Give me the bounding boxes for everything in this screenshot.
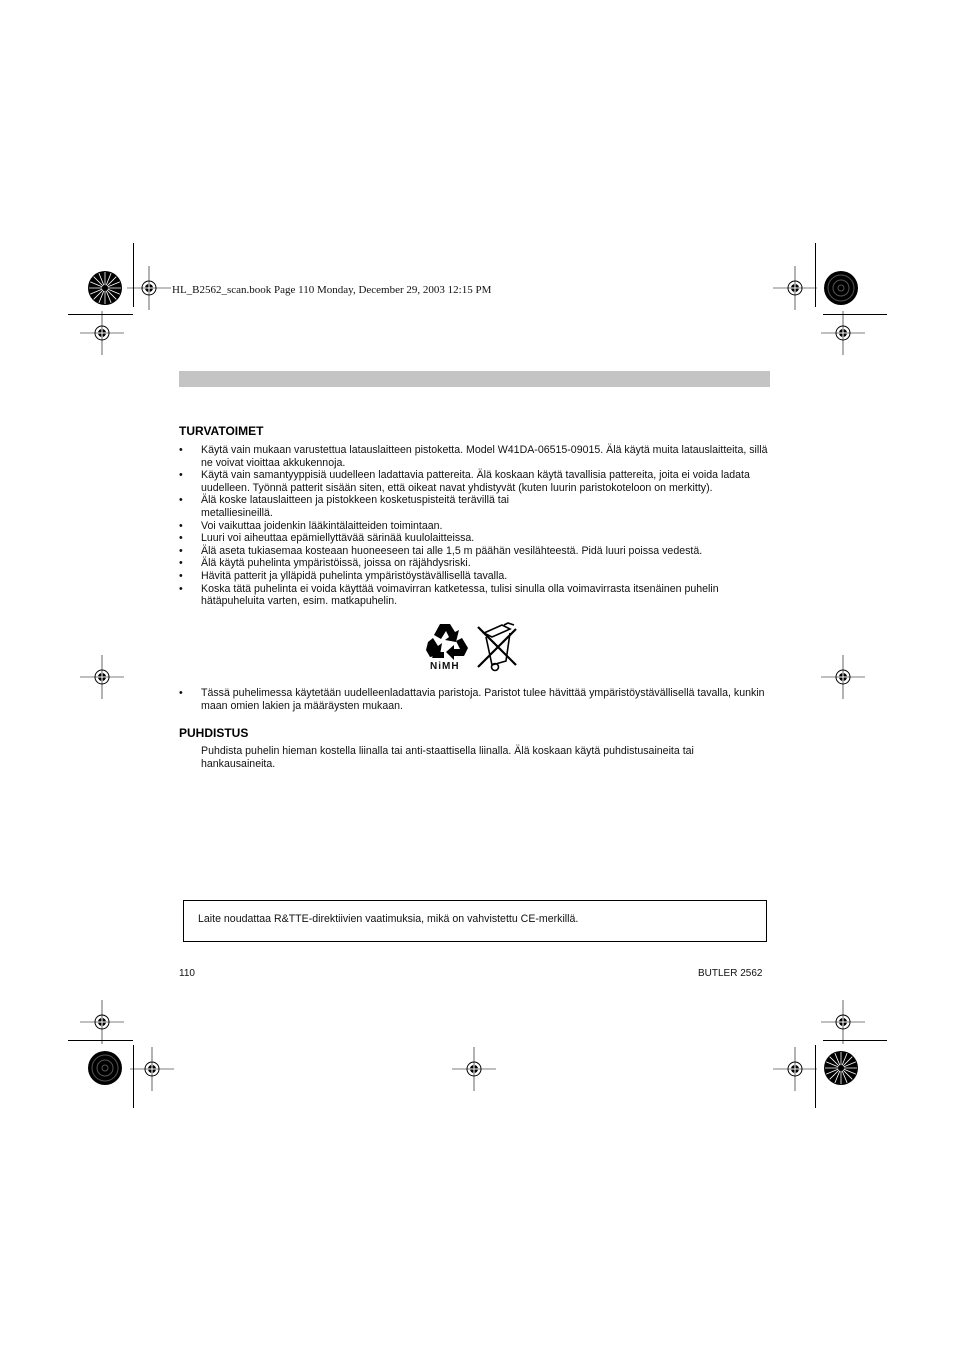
registration-mark-icon: [80, 1000, 124, 1044]
cleaning-text: Puhdista puhelin hieman kostella liinalla tai anti-staattisella liinalla. Älä koskaan käytä puhdistusaineita tai hankausaineita.: [201, 745, 694, 770]
recycle-icon: [424, 622, 470, 660]
list-item-text: Älä koske latauslaitteen ja pistokkeen kosketuspisteitä terävillä tai metalliesineillä.: [201, 494, 509, 519]
list-item-text: Hävitä patterit ja ylläpidä puhelinta ympäristöystävällisellä tavalla.: [201, 569, 508, 582]
starburst-target-icon: [88, 1051, 122, 1085]
list-item: [179, 687, 774, 712]
list-item-text: Käytä vain samantyyppisiä uudelleen ladattavia pattereita. Älä koskaan käytä tavallisia pattereita, joita ei voida ladata uudelleen. Työnnä patterit sisään siten, että oikeat navat yhdistyvät (kuten luurin paristokoteloon on merkitty).: [201, 469, 750, 494]
list-item: [179, 545, 774, 558]
starburst-target-icon: [824, 1051, 858, 1085]
registration-mark-icon: [452, 1047, 496, 1091]
list-item: [179, 583, 774, 608]
bullet-icon: •: [179, 494, 183, 507]
list-item: [179, 444, 774, 469]
battery-list: [179, 687, 774, 712]
bullet-icon: •: [179, 557, 183, 570]
compliance-notice-text: Laite noudattaa R&TTE-direktiivien vaatimuksia, mikä on vahvistettu CE-merkillä.: [198, 913, 579, 925]
bullet-icon: •: [179, 687, 183, 699]
product-name: BUTLER 2562: [698, 968, 763, 979]
registration-mark-icon: [821, 655, 865, 699]
list-item: [179, 532, 774, 545]
list-item-text: Älä käytä puhelinta ympäristöissä, joissa on räjähdysriski.: [201, 557, 471, 570]
safety-list: [179, 444, 774, 608]
registration-mark-icon: [127, 266, 171, 310]
registration-mark-icon: [80, 311, 124, 355]
list-item-text: Tässä puhelimessa käytetään uudelleenladattavia paristoja. Paristot tulee hävittää ympäristöystävällisellä tavalla, kunkin maan omien lakien ja määräysten mukaan.: [201, 687, 765, 712]
list-item-text: Voi vaikuttaa joidenkin lääkintälaitteiden toimintaan.: [201, 519, 443, 532]
list-item: [179, 469, 774, 494]
list-item: [179, 494, 774, 519]
page-number: 110: [179, 968, 195, 979]
print-header-note: HL_B2562_scan.book Page 110 Monday, December 29, 2003 12:15 PM: [172, 284, 492, 296]
crossed-bin-icon: [474, 621, 518, 673]
list-item-text: Luuri voi aiheuttaa epämiellyttävää särinää kuulolaitteissa.: [201, 532, 475, 545]
bullet-icon: •: [179, 544, 183, 557]
registration-mark-icon: [773, 266, 817, 310]
compliance-notice-box: [183, 900, 767, 942]
bullet-icon: •: [179, 582, 183, 595]
list-item: [179, 520, 774, 533]
list-item: [179, 557, 774, 570]
section-header-bar: [179, 371, 770, 387]
list-item-text: Käytä vain mukaan varustettua latauslaitteen pistoketta. Model W41DA-06515-09015. Älä käytä muita latauslaitteita, sillä ne voivat vioittaa akkukennoja.: [201, 444, 768, 469]
registration-mark-icon: [130, 1047, 174, 1091]
nimh-label: NiMH: [430, 661, 460, 672]
list-item-text: Koska tätä puhelinta ei voida käyttää voimavirran katketessa, tulisi sinulla olla voimavirrasta itsenäinen puhelin hätäpuheluita varten, esim. matkapuhelin.: [201, 582, 719, 608]
starburst-target-icon: [824, 271, 858, 305]
bullet-icon: •: [179, 469, 183, 482]
bullet-icon: •: [179, 519, 183, 532]
section-title-cleaning: PUHDISTUS: [179, 726, 249, 740]
starburst-target-icon: [88, 271, 122, 305]
list-item: [179, 570, 774, 583]
bullet-icon: •: [179, 444, 183, 456]
registration-mark-icon: [821, 1000, 865, 1044]
registration-mark-icon: [821, 311, 865, 355]
bullet-icon: •: [179, 569, 183, 582]
registration-mark-icon: [80, 655, 124, 699]
section-title-safety: TURVATOIMET: [179, 424, 264, 438]
bullet-icon: •: [179, 532, 183, 545]
list-item-text: Älä aseta tukiasemaa kosteaan huoneeseen tai alle 1,5 m päähän vesilähteestä. Pidä luuri poissa vedestä.: [201, 544, 703, 557]
registration-mark-icon: [773, 1047, 817, 1091]
